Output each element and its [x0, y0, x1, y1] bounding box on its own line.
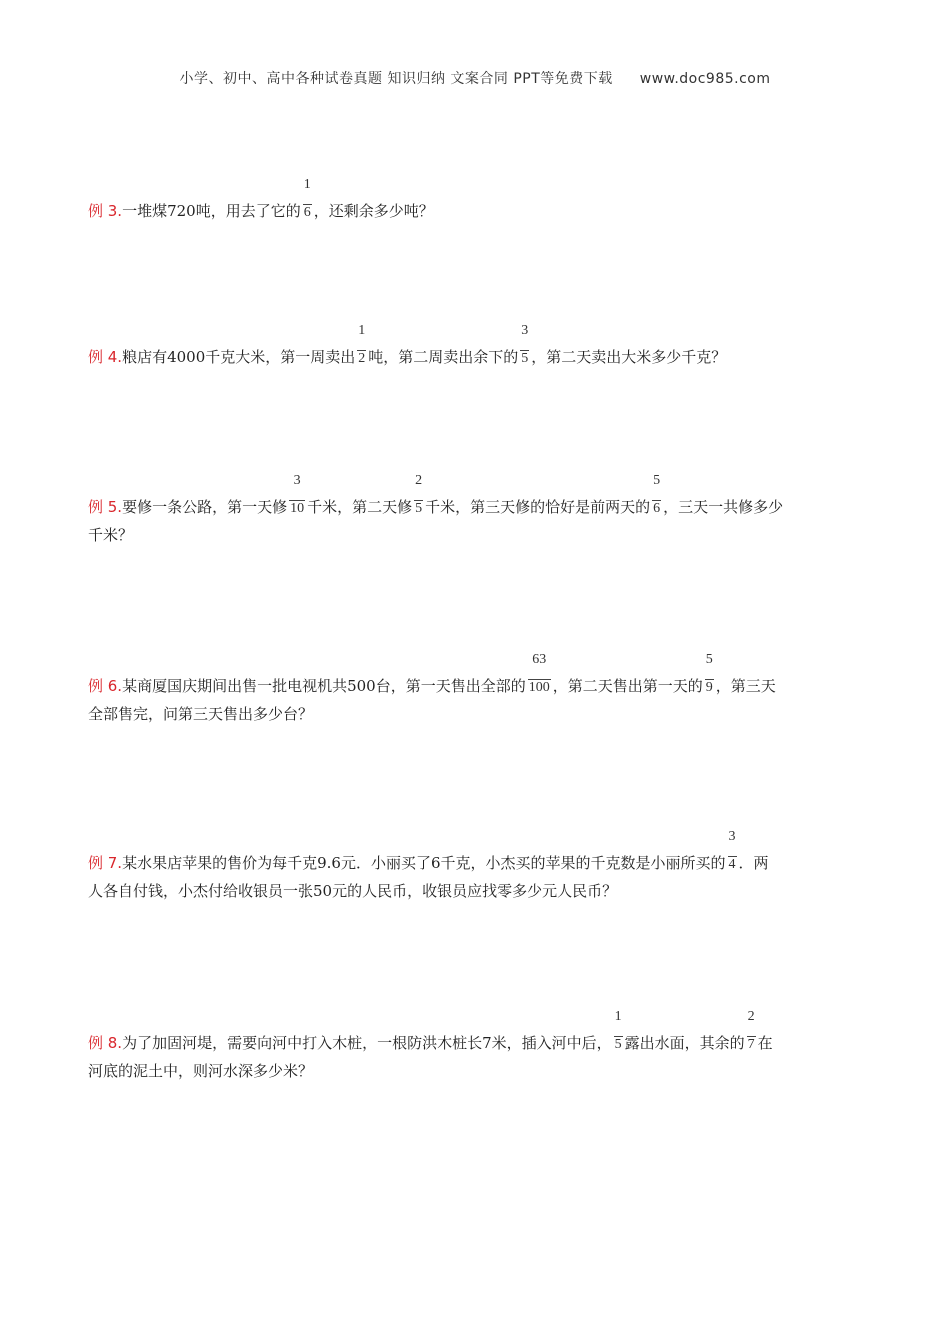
problem-5-line-2: [88, 522, 864, 548]
problem-text: ，还剩余多少吨？: [313, 202, 434, 220]
problem-8: [88, 1009, 864, 1084]
fraction: [705, 652, 714, 701]
fraction: [303, 177, 312, 226]
problem-8-line-1: [88, 1009, 864, 1058]
problem-text: ，第二天售出第一天的: [552, 677, 703, 695]
problem-text: 千米，第三天修的恰好是前两天的: [425, 498, 651, 516]
problem-label: 例 4.: [88, 348, 123, 366]
fraction-numerator: 1: [303, 177, 311, 192]
problem-text: 吨，第二周卖出余下的: [368, 348, 519, 366]
fraction-denominator: 5: [415, 501, 423, 516]
problem-3-line-1: [88, 177, 864, 226]
fraction: [357, 323, 366, 372]
fraction: [528, 652, 551, 701]
problem-text: 粮店有4000千克大米，第一周卖出: [122, 348, 356, 366]
fraction: [289, 473, 305, 522]
problem-7-line-1: [88, 829, 864, 878]
fraction-numerator: 1: [358, 323, 366, 338]
problem-8-line-2: [88, 1058, 864, 1084]
problem-7: [88, 829, 864, 904]
problem-text: 千米，第二天修: [307, 498, 413, 516]
problem-text: 要修一条公路，第一天修: [122, 498, 288, 516]
problem-label: 例 7.: [88, 854, 123, 872]
fraction-denominator: 4: [728, 857, 736, 872]
fraction: [652, 473, 661, 522]
fraction: [747, 1009, 756, 1058]
problem-7-line-2: [88, 878, 864, 904]
problem-label: 例 8.: [88, 1034, 123, 1052]
fraction: [728, 829, 737, 878]
problem-text: 露出水面，其余的: [624, 1034, 745, 1052]
fraction-numerator: 2: [747, 1009, 755, 1024]
problem-4-line-1: [88, 323, 864, 372]
fraction-denominator: 6: [653, 501, 661, 516]
fraction-denominator: 7: [747, 1037, 755, 1052]
fraction-numerator: 3: [293, 473, 301, 488]
problem-text: 某商厦国庆期间出售一批电视机共500台，第一天售出全部的: [122, 677, 526, 695]
fraction-denominator: 5: [521, 351, 529, 366]
problem-3: [88, 177, 864, 226]
problem-text: 某水果店苹果的售价为每千克9.6元．小丽买了6千克，小杰买的苹果的千克数是小丽所买的: [122, 854, 726, 872]
fraction-numerator: 3: [728, 829, 736, 844]
problem-text: 为了加固河堤，需要向河中打入木桩，一根防洪木桩长7米，插入河中后，: [122, 1034, 612, 1052]
fraction-numerator: 5: [653, 473, 661, 488]
fraction: [414, 473, 423, 522]
fraction: [614, 1009, 623, 1058]
fraction-denominator: 2: [358, 351, 366, 366]
problem-text: 全部售完，问第三天售出多少台？: [88, 705, 314, 723]
problem-label: 例 3.: [88, 202, 123, 220]
problem-6-line-1: [88, 652, 864, 701]
header-url[interactable]: www.doc985.com: [639, 71, 771, 87]
fraction-denominator: 6: [303, 205, 311, 220]
problem-text: 一堆煤720吨，用去了它的: [122, 202, 301, 220]
problem-6: [88, 652, 864, 727]
fraction-numerator: 3: [521, 323, 529, 338]
fraction-numerator: 5: [705, 652, 713, 667]
problem-5: [88, 473, 864, 548]
fraction-denominator: 5: [614, 1037, 622, 1052]
fraction-denominator: 100: [528, 680, 550, 695]
fraction-numerator: 63: [532, 652, 547, 667]
problem-text: ．两: [738, 854, 769, 872]
problem-text: ，第二天卖出大米多少千克？: [531, 348, 727, 366]
header-text: 小学、初中、高中各种试卷真题 知识归纳 文案合同 PPT等免费下载: [179, 71, 613, 87]
problem-text: 在: [757, 1034, 773, 1052]
problem-text: 人各自付钱，小杰付给收银员一张50元的人民币，收银员应找零多少元人民币？: [88, 882, 618, 900]
page-header: [0, 68, 950, 88]
problem-label: 例 5.: [88, 498, 123, 516]
problem-text: 千米？: [88, 526, 134, 544]
fraction-numerator: 2: [415, 473, 423, 488]
problem-text: ，第三天: [715, 677, 776, 695]
problem-5-line-1: [88, 473, 864, 522]
problem-label: 例 6.: [88, 677, 123, 695]
problem-6-line-2: [88, 701, 864, 727]
problem-text: 河底的泥土中，则河水深多少米？: [88, 1062, 314, 1080]
problem-text: ，三天一共修多少: [663, 498, 784, 516]
fraction-numerator: 1: [614, 1009, 622, 1024]
fraction-denominator: 10: [290, 501, 305, 516]
problem-4: [88, 323, 864, 372]
fraction: [520, 323, 529, 372]
fraction-denominator: 9: [705, 680, 713, 695]
